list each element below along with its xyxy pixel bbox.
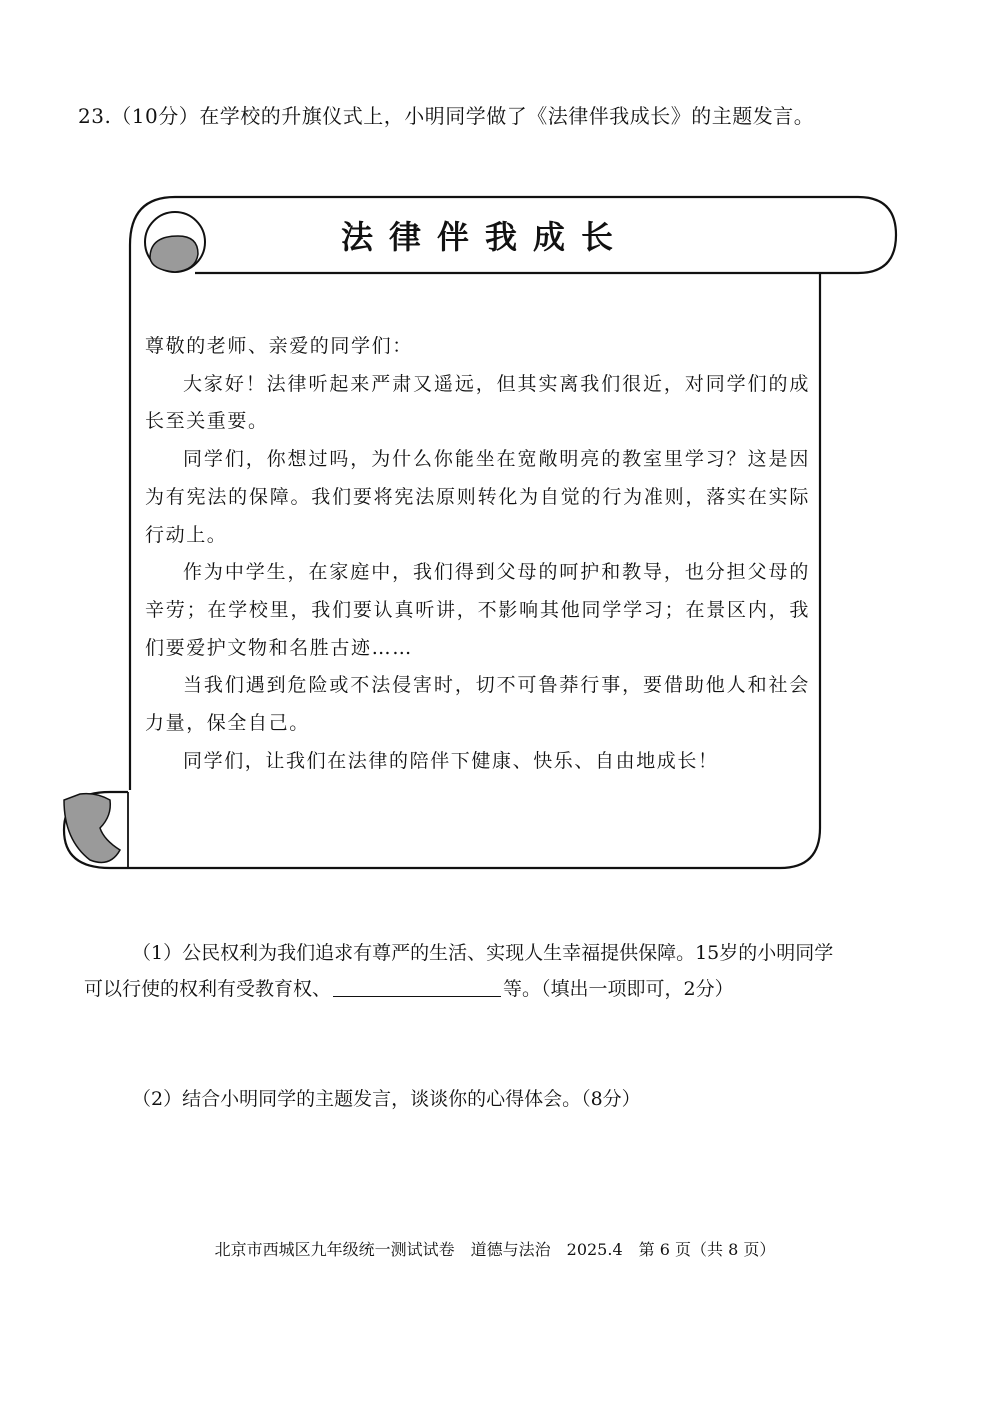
subquestion-1-suffix: 等。（填出一项即可，2分）	[503, 978, 734, 1000]
speech-body	[145, 328, 810, 780]
speech-paragraph: 当我们遇到危险或不法侵害时，切不可鲁莽行事，要借助他人和社会力量，保全自己。	[145, 674, 810, 735]
subquestion-1-line-1: （1）公民权利为我们追求有尊严的生活、实现人生幸福提供保障。15岁的小明同学	[132, 942, 834, 964]
subquestion-1-prefix: 可以行使的权利有受教育权、	[84, 978, 332, 1000]
speech-paragraph: 同学们，你想过吗，为什么你能坐在宽敞明亮的教室里学习？这是因为有宪法的保障。我们要将宪法原则转化为自觉的行为准则，落实在实际行动上。	[145, 448, 810, 546]
scroll-title: 法律伴我成长	[340, 218, 629, 256]
scroll-bottom-roll	[64, 792, 780, 868]
question-23-stem: 23.（10分）在学校的升旗仪式上，小明同学做了《法律伴我成长》的主题发言。	[78, 104, 815, 128]
speech-paragraph: 大家好！法律听起来严肃又遥远，但其实离我们很近，对同学们的成长至关重要。	[145, 372, 810, 433]
page-footer: 北京市西城区九年级统一测试试卷 道德与法治 2025.4 第 6 页（共 8 页）	[214, 1240, 776, 1259]
speech-salutation: 尊敬的老师、亲爱的同学们：	[145, 335, 413, 357]
subquestion-2: （2）结合小明同学的主题发言，谈谈你的心得体会。（8分）	[132, 1088, 641, 1110]
speech-paragraph: 同学们，让我们在法律的陪伴下健康、快乐、自由地成长！	[183, 749, 719, 772]
subquestion-1-line-2	[84, 974, 734, 1001]
answer-blank[interactable]	[333, 978, 501, 997]
speech-paragraph: 作为中学生，在家庭中，我们得到父母的呵护和教导，也分担父母的辛劳；在学校里，我们要认真听讲，不影响其他同学学习；在景区内，我们要爱护文物和名胜古迹……	[145, 561, 810, 659]
